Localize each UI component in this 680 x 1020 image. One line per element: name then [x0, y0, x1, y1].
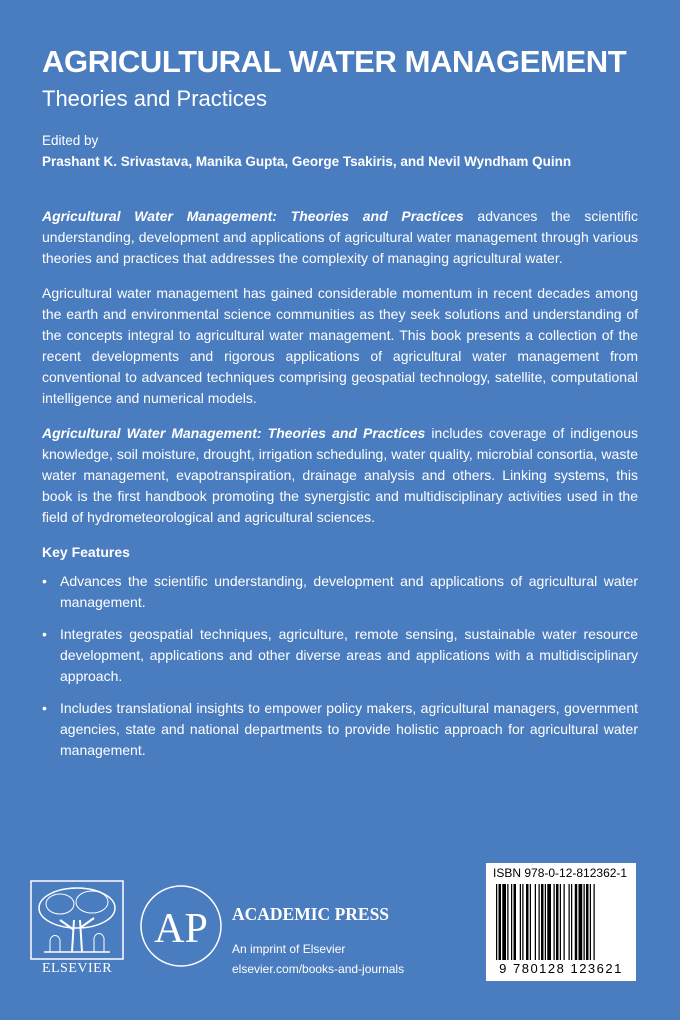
paragraph-intro [42, 206, 638, 269]
feature-text: Integrates geospatial techniques, agriculture, remote sensing, sustainable water resource development, applications and other diverse areas and applications with a multidisciplinary approach. [60, 626, 638, 684]
book-title: AGRICULTURAL WATER MANAGEMENT [42, 44, 627, 79]
list-item [42, 571, 638, 613]
elsevier-wordmark: ELSEVIER [41, 961, 113, 976]
isbn-label: ISBN 978-0-12-812362-1 [493, 866, 628, 880]
bullet-icon: • [42, 573, 47, 589]
editors-list: Prashant K. Srivastava, Manika Gupta, George Tsakiris, and Nevil Wyndham Quinn [42, 154, 572, 169]
paragraph-coverage [42, 423, 638, 528]
book-subtitle: Theories and Practices [42, 86, 267, 111]
book-title-italic: Agricultural Water Management: Theories and Practices [42, 208, 464, 224]
list-item [42, 624, 638, 687]
paragraph-overview: Agricultural water management has gained considerable momentum in recent decades among the earth and environmental science communities as they seek solutions and understanding of the concepts integral to agricultural water management. This book presents a collection of the recent developments and rigorous applications of agricultural water management from conventional to advanced techniques comprising geospatial technology, satellite, computational intelligence and numerical models. [42, 285, 638, 406]
key-features-list [42, 571, 638, 761]
list-item [42, 698, 638, 761]
academic-press-name: ACADEMIC PRESS [232, 904, 390, 924]
barcode-number: 9 780128 123621 [499, 961, 623, 976]
barcode-bars [492, 884, 630, 962]
isbn-barcode [486, 863, 636, 981]
imprint-text: An imprint of Elsevier [232, 942, 346, 956]
paragraph-coverage-text: includes coverage of indigenous knowledge, soil moisture, drought, irrigation scheduling, water quality, microbial consortia, waste water management, evapotranspiration, drainage analysis and others. Linking systems, this book is the first handbook promoting the synergistic and multidisciplinary activities used in the field of hydrometeorological and agricultural sciences. [42, 425, 639, 525]
feature-text: Advances the scientific understanding, development and applications of agricultural water management. [60, 573, 638, 610]
description [42, 206, 638, 772]
elsevier-tree-logo-icon [30, 880, 124, 960]
key-features-heading: Key Features [42, 544, 130, 560]
academic-press-logo-icon [138, 880, 224, 976]
publisher-url: elsevier.com/books-and-journals [232, 962, 405, 976]
feature-text: Includes translational insights to empower policy makers, agricultural managers, government agencies, state and national departments to provide holistic approach for agricultural water management. [60, 700, 638, 758]
book-title-italic: Agricultural Water Management: Theories and Practices [42, 425, 426, 441]
paragraph-intro-text: advances the scientific understanding, development and applications of agricultural water management through various theories and practices that addresses the complexity of managing agricultural water. [42, 208, 638, 266]
edited-by-label: Edited by [42, 133, 99, 148]
ap-mark: AP [154, 906, 208, 952]
bullet-icon: • [42, 700, 47, 716]
bullet-icon: • [42, 626, 47, 642]
